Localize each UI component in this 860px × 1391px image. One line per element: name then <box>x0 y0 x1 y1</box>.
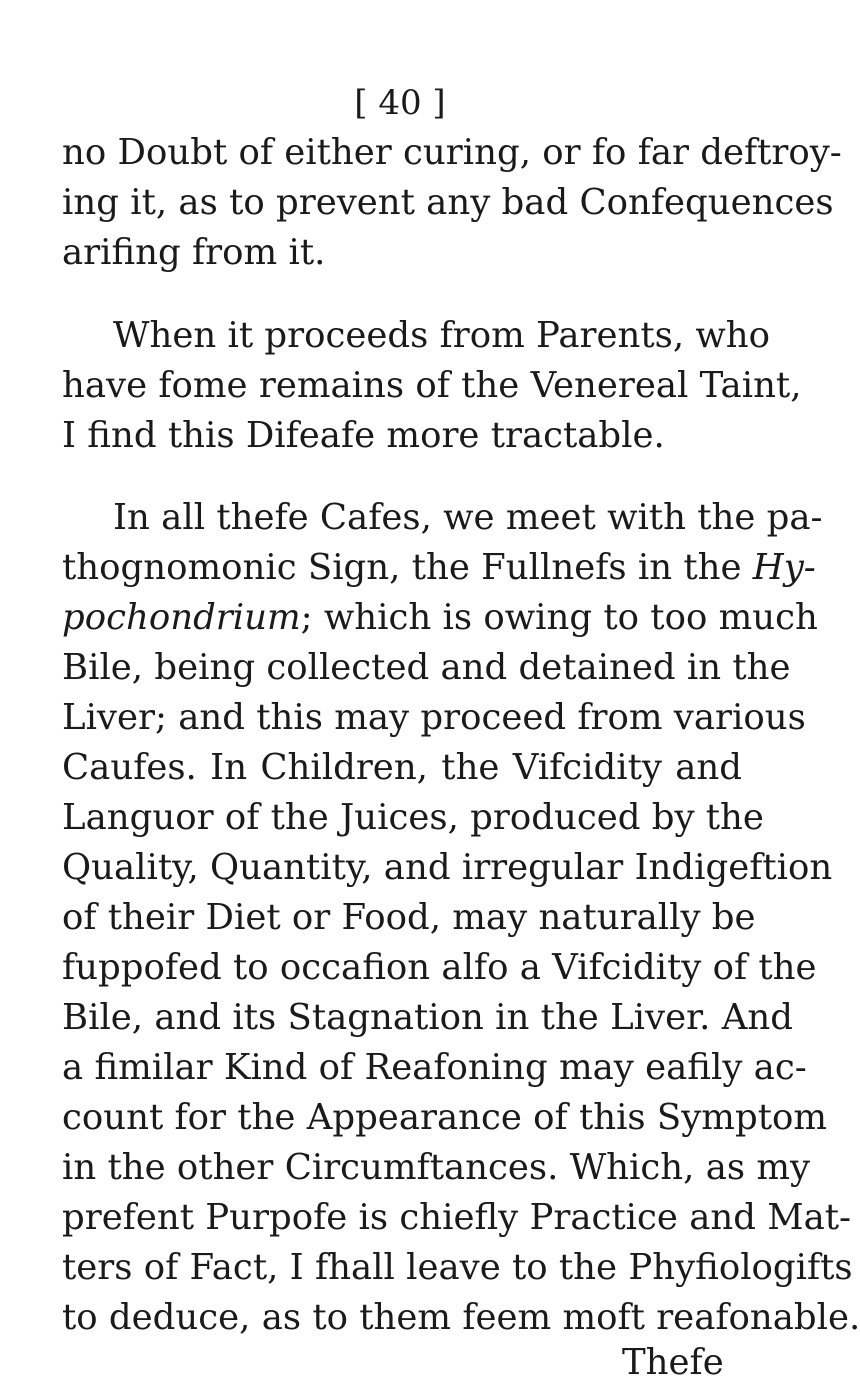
text-line: Liver; and this may proceed from various <box>62 697 806 738</box>
text-line: Languor of the Juices, produced by the <box>62 797 764 838</box>
italic-word: Hy- <box>752 547 816 588</box>
text-line: ters of Fact, I fhall leave to the Phyfiologifts <box>62 1247 853 1288</box>
text-line: in the other Circumftances. Which, as my <box>62 1147 811 1188</box>
text-line: arifing from it. <box>62 232 326 273</box>
text-line: In all thefe Cafes, we meet with the pa- <box>113 497 823 538</box>
text-line: prefent Purpofe is chiefly Practice and Mat- <box>62 1197 852 1238</box>
text-line: Quality, Quantity, and irregular Indigeftion <box>62 847 833 888</box>
italic-word: pochondrium <box>62 597 301 638</box>
text-line: of their Diet or Food, may naturally be <box>62 897 756 938</box>
text-line: a fimilar Kind of Reafoning may eafily ac- <box>62 1047 807 1088</box>
text-line: pochondrium; which is owing to too much <box>62 597 818 638</box>
text-line: have fome remains of the Venereal Taint, <box>62 365 802 406</box>
text-line: I find this Difeafe more tractable. <box>62 415 665 456</box>
text-line: Bile, being collected and detained in the <box>62 647 791 688</box>
text-line: Bile, and its Stagnation in the Liver. And <box>62 997 793 1038</box>
text-line: Caufes. In Children, the Vifcidity and <box>62 747 742 788</box>
text-line: When it proceeds from Parents, who <box>113 315 771 356</box>
catchword: Thefe <box>622 1342 724 1383</box>
page-number-header: [ 40 ] <box>354 83 446 123</box>
text-line: ing it, as to prevent any bad Confequences <box>62 182 834 223</box>
text-line: thognomonic Sign, the Fullnefs in the Hy- <box>62 547 816 588</box>
text-line: no Doubt of either curing, or fo far deftroy- <box>62 132 842 173</box>
text-line: count for the Appearance of this Symptom <box>62 1097 828 1138</box>
text-line: fuppofed to occafion alfo a Vifcidity of the <box>62 947 817 988</box>
text-line: to deduce, as to them feem moft reafonable. <box>62 1297 860 1338</box>
